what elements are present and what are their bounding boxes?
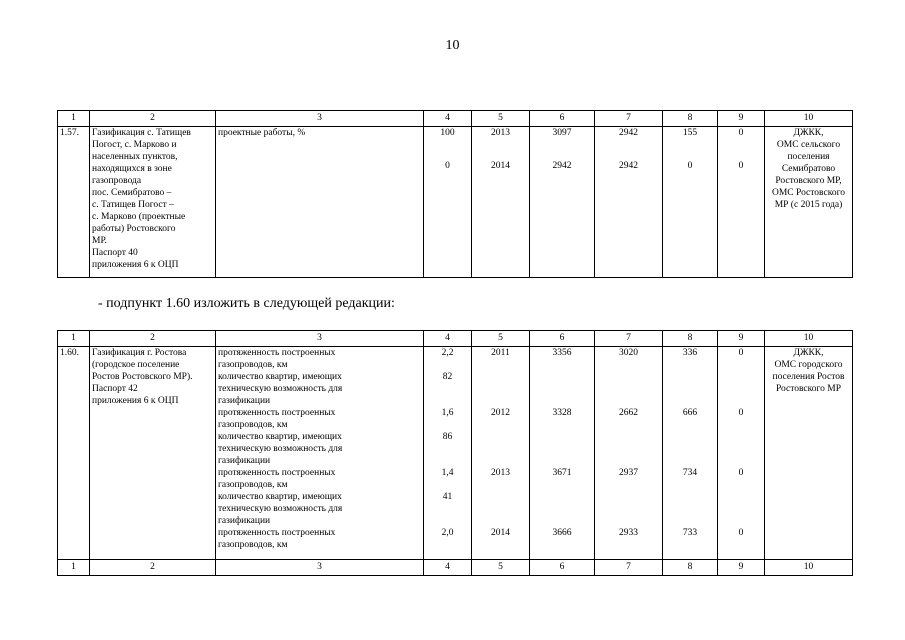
value: 0 bbox=[738, 161, 744, 171]
item-name-line: Паспорт 42 bbox=[92, 384, 138, 394]
item-name bbox=[90, 347, 216, 560]
value: 3356 bbox=[552, 348, 572, 358]
indicator-line: газификации bbox=[218, 516, 271, 526]
header-cell: 7 bbox=[595, 111, 663, 127]
value-cell bbox=[663, 127, 718, 278]
year: 2013 bbox=[491, 468, 510, 478]
item-number: 1.57. bbox=[58, 127, 90, 278]
header-cell: 3 bbox=[216, 560, 424, 576]
indicator-line: количество квартир, имеющих bbox=[218, 492, 342, 502]
indicator-cell: проектные работы, % bbox=[216, 127, 424, 278]
indicator-line: техническую возможность для bbox=[218, 504, 343, 514]
value: 100 bbox=[440, 128, 455, 138]
header-cell: 2 bbox=[90, 111, 216, 127]
indicator-line: газопроводов, км bbox=[218, 480, 288, 490]
header-cell: 8 bbox=[663, 111, 718, 127]
value: 2942 bbox=[619, 161, 638, 171]
header-cell: 7 bbox=[595, 331, 663, 347]
year: 2012 bbox=[491, 408, 510, 418]
table-item-1-60 bbox=[57, 330, 853, 576]
year-cell bbox=[472, 127, 530, 278]
table-row bbox=[58, 127, 853, 278]
value: 0 bbox=[738, 128, 744, 138]
table-row bbox=[58, 347, 853, 560]
value: 0 bbox=[445, 161, 450, 171]
year: 2011 bbox=[491, 348, 510, 358]
header-cell: 4 bbox=[424, 331, 472, 347]
responsible-line: Семибратово bbox=[781, 164, 836, 174]
header-cell: 3 bbox=[216, 331, 424, 347]
item-name-line: с. Марково (проектные bbox=[92, 212, 186, 222]
responsible-cell bbox=[765, 347, 853, 560]
table-item-1-57 bbox=[57, 110, 853, 278]
table-footer-header-row bbox=[58, 560, 853, 576]
header-cell: 5 bbox=[472, 331, 530, 347]
indicator-line: газопроводов, км bbox=[218, 360, 288, 370]
value-cell bbox=[595, 347, 663, 560]
indicator-line: газопроводов, км bbox=[218, 420, 288, 430]
year: 2013 bbox=[491, 128, 510, 138]
value: 734 bbox=[682, 468, 698, 478]
value-cell bbox=[530, 347, 595, 560]
header-cell: 9 bbox=[718, 560, 765, 576]
indicator-cell bbox=[216, 347, 424, 560]
header-cell: 10 bbox=[765, 111, 853, 127]
responsible-line: поселения Ростов bbox=[772, 372, 845, 382]
header-cell: 3 bbox=[216, 111, 424, 127]
item-name bbox=[90, 127, 216, 278]
item-name-line: Паспорт 40 bbox=[92, 248, 138, 258]
item-name-line: (городское поселение bbox=[92, 360, 180, 370]
header-cell: 1 bbox=[58, 560, 90, 576]
value-cell bbox=[718, 127, 765, 278]
indicator-line: количество квартир, имеющих bbox=[218, 432, 342, 442]
responsible-line: МР (с 2015 года) bbox=[774, 200, 843, 210]
header-cell: 10 bbox=[765, 331, 853, 347]
year-cell bbox=[472, 347, 530, 560]
value: 41 bbox=[442, 492, 453, 502]
item-name-line: с. Татищев Погост – bbox=[92, 200, 174, 210]
value: 0 bbox=[738, 408, 744, 418]
header-cell: 1 bbox=[58, 331, 90, 347]
header-cell: 5 bbox=[472, 111, 530, 127]
indicator-line: газификации bbox=[218, 456, 271, 466]
item-name-line: находящихся в зоне bbox=[92, 164, 172, 174]
indicator-line: техническую возможность для bbox=[218, 444, 343, 454]
value: 0 bbox=[738, 528, 744, 538]
value: 3666 bbox=[552, 528, 572, 538]
value: 2933 bbox=[619, 528, 638, 538]
header-cell: 6 bbox=[530, 331, 595, 347]
indicator-line: количество квартир, имеющих bbox=[218, 372, 342, 382]
header-cell: 7 bbox=[595, 560, 663, 576]
responsible-line: ОМС Ростовского bbox=[772, 188, 845, 198]
responsible-line: ДЖКК, bbox=[793, 128, 824, 138]
indicator-line: газификации bbox=[218, 396, 271, 406]
header-cell: 6 bbox=[530, 111, 595, 127]
year: 2014 bbox=[491, 528, 510, 538]
indicator-line: газопроводов, км bbox=[218, 540, 288, 550]
item-name-line: населенных пунктов, bbox=[92, 152, 178, 162]
item-name-line: работы) Ростовского bbox=[92, 224, 176, 234]
value: 3328 bbox=[552, 408, 572, 418]
indicator-line: протяженность построенных bbox=[218, 348, 336, 358]
header-cell: 8 bbox=[663, 560, 718, 576]
value-cell bbox=[595, 127, 663, 278]
value: 0 bbox=[738, 468, 744, 478]
header-cell: 9 bbox=[718, 111, 765, 127]
value: 2,0 bbox=[441, 528, 454, 538]
value: 86 bbox=[442, 432, 453, 442]
value-cell bbox=[663, 347, 718, 560]
item-number: 1.60. bbox=[58, 347, 90, 560]
header-cell: 8 bbox=[663, 331, 718, 347]
value: 0 bbox=[687, 161, 693, 171]
responsible-line: ОМС сельского bbox=[776, 140, 841, 150]
table-header-row bbox=[58, 111, 853, 127]
value: 2937 bbox=[619, 468, 638, 478]
table-header-row bbox=[58, 331, 853, 347]
responsible-line: Ростовского МР bbox=[775, 384, 842, 394]
value: 3020 bbox=[619, 348, 638, 358]
section-instruction: - подпункт 1.60 изложить в следующей редакции: bbox=[98, 296, 395, 311]
indicator-line: техническую возможность для bbox=[218, 384, 343, 394]
value: 1,4 bbox=[441, 468, 454, 478]
value-cell bbox=[718, 347, 765, 560]
value: 336 bbox=[682, 348, 698, 358]
header-cell: 5 bbox=[472, 560, 530, 576]
value: 155 bbox=[682, 128, 698, 138]
header-cell: 2 bbox=[90, 560, 216, 576]
value: 0 bbox=[738, 348, 744, 358]
value: 2662 bbox=[619, 408, 638, 418]
indicator-line: протяженность построенных bbox=[218, 528, 336, 538]
indicator-line: протяженность построенных bbox=[218, 468, 336, 478]
header-cell: 10 bbox=[765, 560, 853, 576]
value: 82 bbox=[442, 372, 453, 382]
value: 2942 bbox=[552, 161, 572, 171]
value: 733 bbox=[682, 528, 698, 538]
item-name-line: Газификация с. Татищев bbox=[92, 128, 191, 138]
item-name-line: Погост, с. Марково и bbox=[92, 140, 177, 150]
value: 1,6 bbox=[441, 408, 454, 418]
value-cell bbox=[424, 127, 472, 278]
indicator-line: протяженность построенных bbox=[218, 408, 336, 418]
value: 2,2 bbox=[441, 348, 454, 358]
value: 3671 bbox=[552, 468, 572, 478]
value: 2942 bbox=[619, 128, 638, 138]
item-name-line: пос. Семибратово – bbox=[92, 188, 172, 198]
responsible-line: ДЖКК, bbox=[793, 348, 824, 358]
year: 2014 bbox=[491, 161, 510, 171]
value: 3097 bbox=[552, 128, 572, 138]
item-name-line: приложения 6 к ОЦП bbox=[92, 260, 179, 270]
item-name-line: газопровода bbox=[92, 176, 142, 186]
item-name-line: МР. bbox=[92, 236, 107, 246]
header-cell: 6 bbox=[530, 560, 595, 576]
responsible-line: Ростовского МР, bbox=[775, 176, 842, 186]
responsible-cell bbox=[765, 127, 853, 278]
responsible-line: ОМС городского bbox=[774, 360, 843, 370]
header-cell: 2 bbox=[90, 331, 216, 347]
item-name-line: Ростов Ростовского МР). bbox=[92, 372, 193, 382]
header-cell: 4 bbox=[424, 560, 472, 576]
item-name-line: приложения 6 к ОЦП bbox=[92, 396, 179, 406]
value: 666 bbox=[682, 408, 698, 418]
header-cell: 9 bbox=[718, 331, 765, 347]
value-cell bbox=[530, 127, 595, 278]
value-cell bbox=[424, 347, 472, 560]
item-name-line: Газификация г. Ростова bbox=[92, 348, 187, 358]
responsible-line: поселения bbox=[787, 152, 830, 162]
page-number: 10 bbox=[445, 38, 460, 53]
header-cell: 4 bbox=[424, 111, 472, 127]
header-cell: 1 bbox=[58, 111, 90, 127]
